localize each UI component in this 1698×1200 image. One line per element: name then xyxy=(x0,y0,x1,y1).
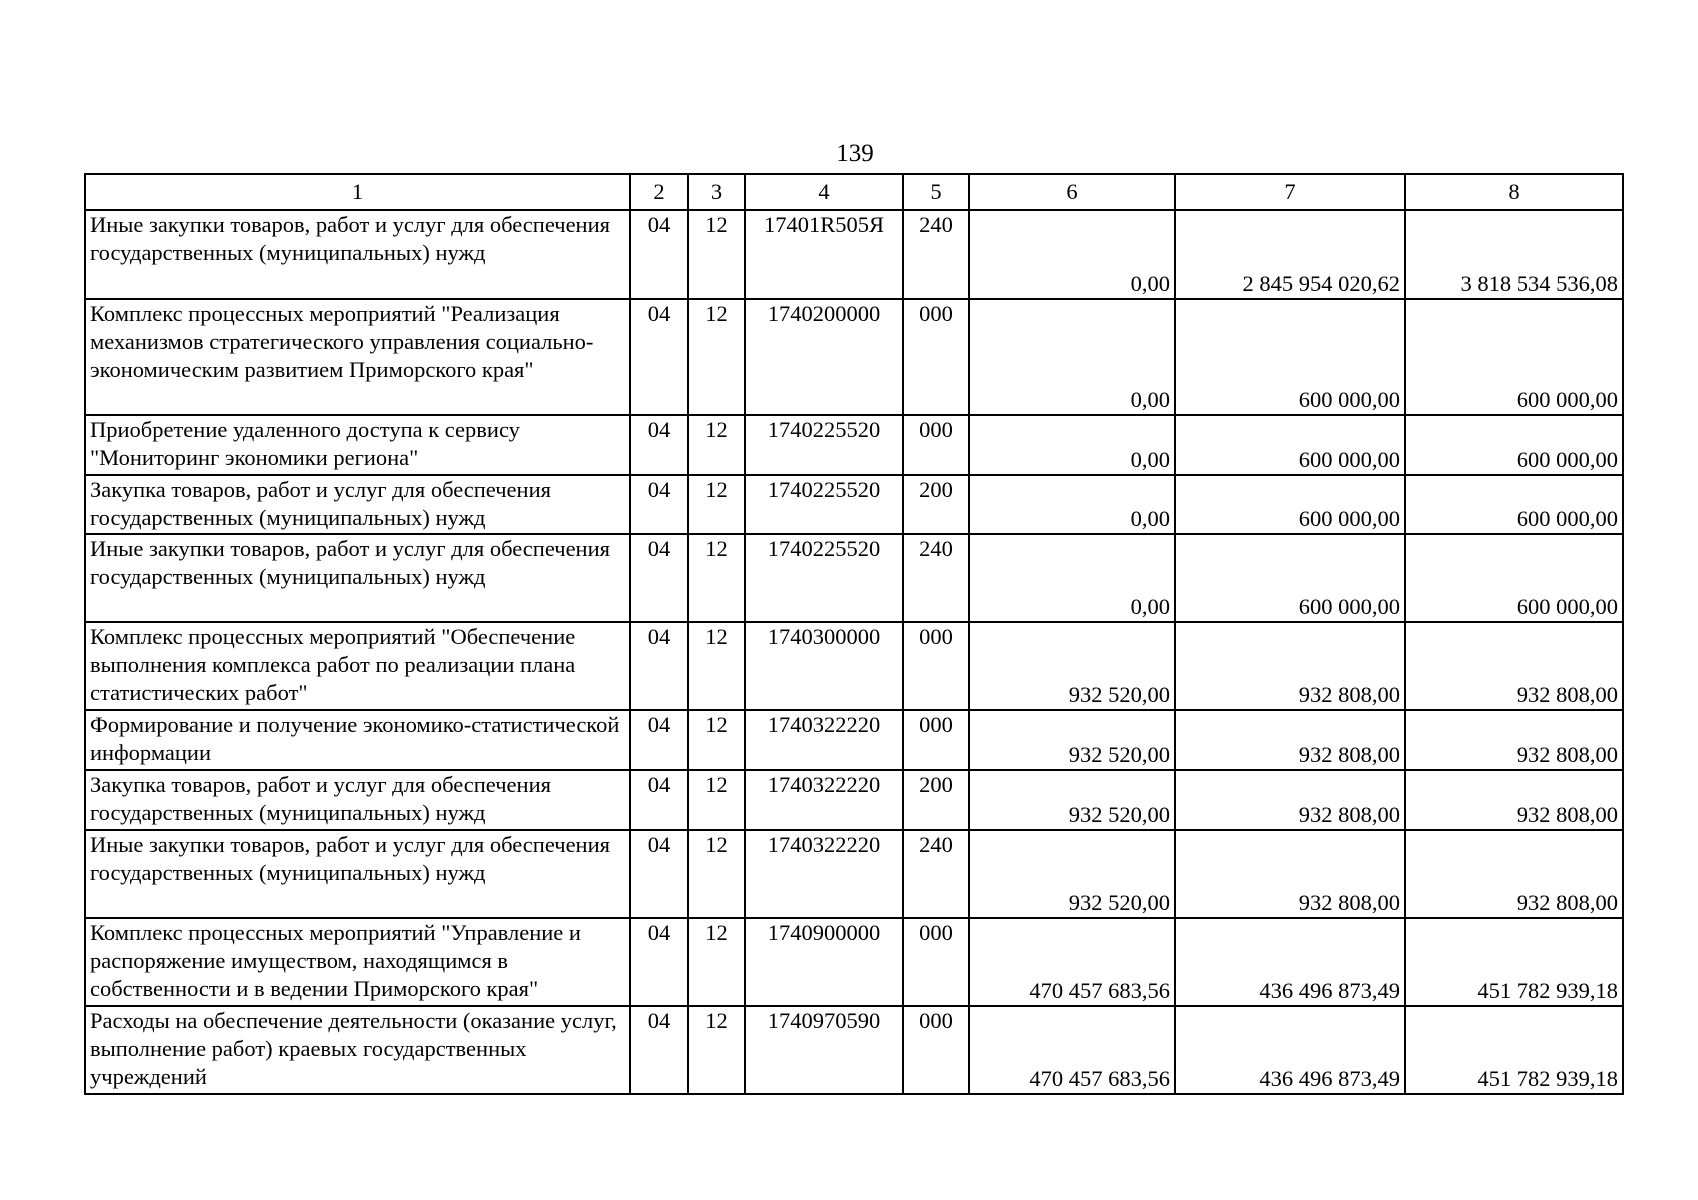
row-description: Комплекс процессных мероприятий "Реализация механизмов стратегического управления социально-экономическим развитием Приморского края" xyxy=(85,299,630,415)
row-description: Расходы на обеспечение деятельности (оказание услуг, выполнение работ) краевых государственных учреждений xyxy=(85,1006,630,1094)
expense-type-code: 000 xyxy=(903,918,969,1006)
amount-col-6: 470 457 683,56 xyxy=(969,1006,1175,1094)
subsection-code: 12 xyxy=(688,710,745,770)
amount-col-6: 932 520,00 xyxy=(969,770,1175,830)
row-description: Приобретение удаленного доступа к сервису "Мониторинг экономики региона" xyxy=(85,415,630,475)
amount-col-8: 600 000,00 xyxy=(1405,415,1623,475)
section-code: 04 xyxy=(630,918,688,1006)
section-code: 04 xyxy=(630,830,688,918)
target-article-code: 1740322220 xyxy=(745,770,903,830)
header-cell: 5 xyxy=(903,174,969,210)
amount-col-7: 932 808,00 xyxy=(1175,622,1405,710)
section-code: 04 xyxy=(630,1006,688,1094)
expense-type-code: 000 xyxy=(903,1006,969,1094)
amount-col-7: 2 845 954 020,62 xyxy=(1175,210,1405,299)
section-code: 04 xyxy=(630,475,688,534)
expense-type-code: 240 xyxy=(903,210,969,299)
subsection-code: 12 xyxy=(688,210,745,299)
amount-col-6: 0,00 xyxy=(969,299,1175,415)
expense-type-code: 200 xyxy=(903,770,969,830)
subsection-code: 12 xyxy=(688,830,745,918)
section-code: 04 xyxy=(630,415,688,475)
expense-type-code: 000 xyxy=(903,415,969,475)
table-row xyxy=(85,534,1623,622)
target-article-code: 1740300000 xyxy=(745,622,903,710)
amount-col-8: 600 000,00 xyxy=(1405,534,1623,622)
amount-col-8: 932 808,00 xyxy=(1405,622,1623,710)
amount-col-8: 932 808,00 xyxy=(1405,830,1623,918)
subsection-code: 12 xyxy=(688,299,745,415)
target-article-code: 1740900000 xyxy=(745,918,903,1006)
subsection-code: 12 xyxy=(688,534,745,622)
target-article-code: 1740225520 xyxy=(745,475,903,534)
subsection-code: 12 xyxy=(688,918,745,1006)
amount-col-8: 3 818 534 536,08 xyxy=(1405,210,1623,299)
table-row xyxy=(85,415,1623,475)
table-row xyxy=(85,830,1623,918)
amount-col-7: 436 496 873,49 xyxy=(1175,1006,1405,1094)
header-cell: 2 xyxy=(630,174,688,210)
expense-type-code: 240 xyxy=(903,830,969,918)
target-article-code: 1740322220 xyxy=(745,830,903,918)
table-row xyxy=(85,299,1623,415)
header-cell: 4 xyxy=(745,174,903,210)
row-description: Иные закупки товаров, работ и услуг для обеспечения государственных (муниципальных) нужд xyxy=(85,830,630,918)
table-row xyxy=(85,770,1623,830)
amount-col-6: 932 520,00 xyxy=(969,622,1175,710)
table-row xyxy=(85,710,1623,770)
subsection-code: 12 xyxy=(688,1006,745,1094)
header-cell: 6 xyxy=(969,174,1175,210)
expense-type-code: 000 xyxy=(903,622,969,710)
row-description: Закупка товаров, работ и услуг для обеспечения государственных (муниципальных) нужд xyxy=(85,475,630,534)
header-cell: 3 xyxy=(688,174,745,210)
table-row xyxy=(85,210,1623,299)
amount-col-7: 600 000,00 xyxy=(1175,415,1405,475)
expense-type-code: 200 xyxy=(903,475,969,534)
subsection-code: 12 xyxy=(688,475,745,534)
row-description: Иные закупки товаров, работ и услуг для обеспечения государственных (муниципальных) нужд xyxy=(85,210,630,299)
amount-col-6: 0,00 xyxy=(969,415,1175,475)
expense-type-code: 000 xyxy=(903,299,969,415)
target-article-code: 1740200000 xyxy=(745,299,903,415)
page-number: 139 xyxy=(836,140,874,167)
row-description: Формирование и получение экономико-статистической информации xyxy=(85,710,630,770)
amount-col-8: 600 000,00 xyxy=(1405,475,1623,534)
header-cell: 8 xyxy=(1405,174,1623,210)
amount-col-7: 932 808,00 xyxy=(1175,830,1405,918)
section-code: 04 xyxy=(630,534,688,622)
section-code: 04 xyxy=(630,770,688,830)
amount-col-7: 600 000,00 xyxy=(1175,534,1405,622)
row-description: Комплекс процессных мероприятий "Управление и распоряжение имуществом, находящимся в собственности и в ведении Приморского края" xyxy=(85,918,630,1006)
row-description: Закупка товаров, работ и услуг для обеспечения государственных (муниципальных) нужд xyxy=(85,770,630,830)
amount-col-7: 600 000,00 xyxy=(1175,299,1405,415)
target-article-code: 1740322220 xyxy=(745,710,903,770)
amount-col-6: 932 520,00 xyxy=(969,830,1175,918)
row-description: Комплекс процессных мероприятий "Обеспечение выполнения комплекса работ по реализации плана статистических работ" xyxy=(85,622,630,710)
amount-col-7: 436 496 873,49 xyxy=(1175,918,1405,1006)
table-row xyxy=(85,918,1623,1006)
amount-col-6: 932 520,00 xyxy=(969,710,1175,770)
table-row xyxy=(85,475,1623,534)
section-code: 04 xyxy=(630,210,688,299)
amount-col-8: 932 808,00 xyxy=(1405,770,1623,830)
header-cell: 1 xyxy=(85,174,630,210)
table-row xyxy=(85,1006,1623,1094)
subsection-code: 12 xyxy=(688,770,745,830)
amount-col-8: 451 782 939,18 xyxy=(1405,1006,1623,1094)
amount-col-6: 0,00 xyxy=(969,475,1175,534)
subsection-code: 12 xyxy=(688,622,745,710)
section-code: 04 xyxy=(630,710,688,770)
subsection-code: 12 xyxy=(688,415,745,475)
row-description: Иные закупки товаров, работ и услуг для обеспечения государственных (муниципальных) нужд xyxy=(85,534,630,622)
target-article-code: 1740970590 xyxy=(745,1006,903,1094)
header-cell: 7 xyxy=(1175,174,1405,210)
amount-col-7: 600 000,00 xyxy=(1175,475,1405,534)
expense-type-code: 000 xyxy=(903,710,969,770)
section-code: 04 xyxy=(630,622,688,710)
section-code: 04 xyxy=(630,299,688,415)
table-row xyxy=(85,622,1623,710)
target-article-code: 1740225520 xyxy=(745,415,903,475)
expense-type-code: 240 xyxy=(903,534,969,622)
amount-col-8: 600 000,00 xyxy=(1405,299,1623,415)
amount-col-6: 0,00 xyxy=(969,534,1175,622)
amount-col-6: 0,00 xyxy=(969,210,1175,299)
header-row xyxy=(85,174,1623,210)
target-article-code: 1740225520 xyxy=(745,534,903,622)
amount-col-7: 932 808,00 xyxy=(1175,710,1405,770)
amount-col-8: 451 782 939,18 xyxy=(1405,918,1623,1006)
target-article-code: 17401R505Я xyxy=(745,210,903,299)
amount-col-6: 470 457 683,56 xyxy=(969,918,1175,1006)
amount-col-7: 932 808,00 xyxy=(1175,770,1405,830)
budget-table xyxy=(84,173,1624,1095)
amount-col-8: 932 808,00 xyxy=(1405,710,1623,770)
